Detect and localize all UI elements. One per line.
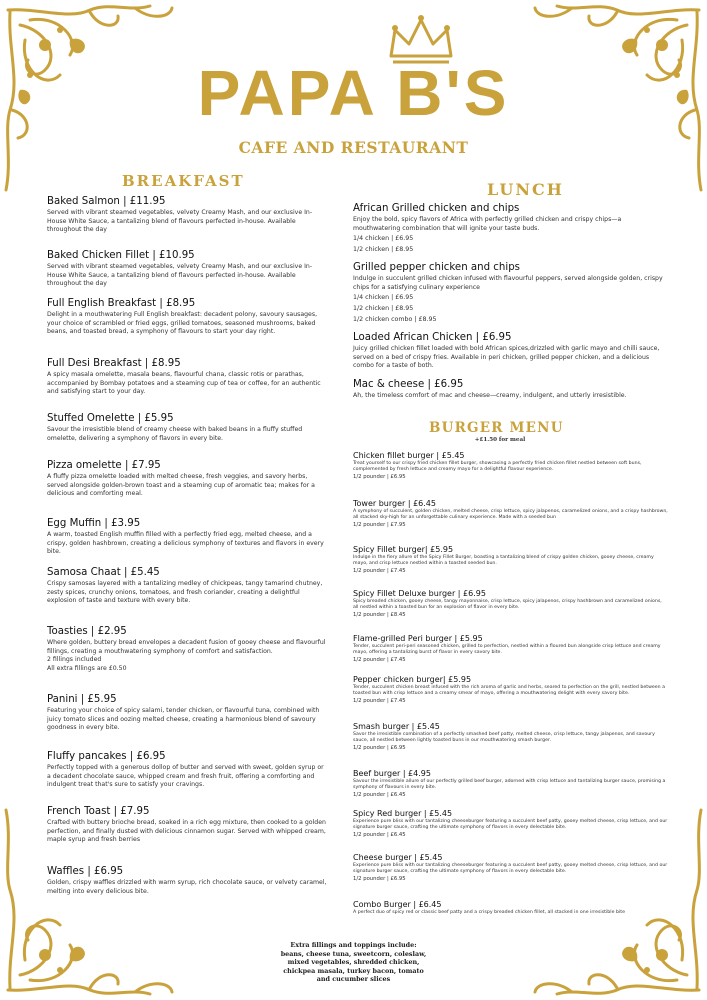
burger-item: [353, 769, 668, 799]
item-name: Fluffy pancakes | £6.95: [47, 751, 166, 762]
item-option: 1/2 pounder | £7.95: [353, 522, 406, 529]
item-name: Samosa Chaat | £5.45: [47, 567, 160, 578]
meal-note: +£1.50 for meal: [474, 437, 526, 443]
item-name: Stuffed Omelette | £5.95: [47, 413, 174, 424]
item-option: 1/2 pounder | £7.45: [353, 568, 406, 575]
item-option: 1/4 chicken | £6.95: [353, 235, 414, 243]
item-name: Baked Chicken Fillet | £10.95: [47, 250, 195, 261]
item-desc: Treat yourself to our crispy fried chicken fillet burger, showcasing a perfectly fried chicken fillet nestled between soft buns, complemented by fresh lettuce and creamy mayo for a delightful flavour experience.: [353, 461, 642, 473]
item-desc: Where golden, buttery bread envelopes a decadent fusion of gooey cheese and flavourful fillings, creating a mouthwatering symphony of comfort and satisfaction.: [47, 639, 326, 655]
item-desc: Savour the irresistible blend of creamy cheese with baked beans in a fluffy stuffed omelette, delivering a symphony of flavors in every bite.: [47, 426, 303, 442]
burger-item: [353, 589, 668, 619]
item-desc: Ah, the timeless comfort of mac and cheese—creamy, indulgent, and utterly irresistible.: [353, 392, 627, 399]
footer-line: beans, cheese tuna, sweetcorn, coleslaw,: [280, 949, 427, 958]
lunch-title: LUNCH: [487, 180, 564, 199]
item-desc: Indulge in succulent grilled chicken infused with flavourful peppers, served alongside golden, crispy chips for a satisfying culinary experience: [353, 275, 663, 291]
brand-subtitle: CAFE AND RESTAURANT: [238, 138, 469, 157]
item-option: 1/2 pounder | £6.95: [353, 745, 406, 752]
item-option: 1/2 chicken | £8.95: [353, 305, 414, 313]
item-name: Full English Breakfast | £8.95: [47, 298, 196, 309]
footer-line: Extra fillings and toppings include:: [290, 941, 417, 949]
item-extra: All extra fillings are £0.50: [47, 664, 127, 672]
burger-item: [353, 499, 668, 529]
item-name: Toasties | £2.95: [47, 626, 127, 637]
item-name: Combo Burger | £6.45: [353, 900, 442, 909]
footer-line: chickpea masala, turkey bacon, tomato: [283, 966, 424, 975]
extras-footer: [240, 941, 467, 984]
item-desc: Indulge in the fiery allure of the Spicy Fillet Burger, boasting a tantalizing blend of crispy golden chicken, gooey cheese, creamy mayo, and crisp lettuce nestled within a toasted seeded bun.: [353, 555, 654, 567]
item-desc: A spicy masala omelette, masala beans, flavourful chana, classic rotis or parathas, accompanied by Bombay potatoes and a steaming cup of tea or coffee, for an authentic and satisfying start to your day.: [47, 371, 321, 396]
item-desc: Tender, succulent chicken breast infused with the rich aroma of garlic and herbs, seared to perfection on the grill, nestled between a toasted bun with crisp lettuce and a creamy smear of mayo, offering a mouthwatering delight with every savory bite.: [353, 685, 666, 697]
breakfast-item: [47, 250, 327, 289]
item-name: Spicy Fillet Deluxe burger | £6.95: [353, 589, 486, 598]
item-option: 1/2 pounder | £6.45: [353, 832, 406, 839]
item-name: French Toast | £7.95: [47, 806, 150, 817]
item-desc: Tender, succulent peri-peri seasoned chicken, grilled to perfection, nestled within a floured bun alongside crisp lettuce and creamy mayo, offering a tantalizing burst of flavor in every savory bite.: [353, 644, 661, 656]
item-desc: Savor the irresistible combination of a perfectly smashed beef patty, melted cheese, crisp lettuce, tangy jalapenos, and savoury sauce, all nestled between lightly toasted buns in our mouthwatering smash burger.: [353, 732, 655, 744]
item-desc: Spicy breaded chicken, gooey cheese, tangy mayonnaise, crisp lettuce, spicy jalapenos, crispy hashbrown and caramelized onions, all nestled within a toasted bun for an explosion of flavor in every bite.: [353, 599, 662, 611]
item-option: 1/2 pounder | £6.95: [353, 474, 406, 481]
breakfast-item: [47, 413, 327, 443]
item-name: Baked Salmon | £11.95: [47, 196, 166, 207]
item-desc: Experience pure bliss with our tantalizing cheeseburger featuring a succulent beef patty, gooey melted cheese, crisp lettuce, and our signature burger sauce, crafting the ultimate symphony of flavors in every delectable bite.: [353, 863, 668, 875]
item-name: Tower burger | £6.45: [353, 499, 436, 508]
item-name: Full Desi Breakfast | £8.95: [47, 358, 181, 369]
item-option: 1/2 chicken | £8.95: [353, 246, 414, 254]
item-desc: A fluffy pizza omelette loaded with melted cheese, fresh veggies, and savory herbs, served alongside golden-brown toast and a steaming cup of aromatic tea; makes for a delicious and comforting meal.: [47, 473, 315, 498]
item-option: 1/2 pounder | £6.95: [353, 876, 406, 883]
item-desc: A perfect duo of spicy red or classic beef patty and a crispy breaded chicken fillet, all stacked in one irresistible bite: [353, 910, 625, 915]
breakfast-item: [47, 298, 327, 337]
burger-title: BURGER MENU: [429, 420, 564, 436]
item-name: Egg Muffin | £3.95: [47, 518, 141, 529]
burger-item: [353, 900, 653, 916]
breakfast-item: [47, 866, 327, 896]
item-name: Flame-grilled Peri burger | £5.95: [353, 634, 483, 643]
item-name: Cheese burger | £5.45: [353, 853, 443, 862]
item-desc: A warm, toasted English muffin filled with a perfectly fried egg, melted cheese, and a crispy, golden hashbrown, creating a delicious symphony of textures and flavors in every bite.: [47, 531, 324, 556]
breakfast-item: [47, 567, 327, 606]
item-desc: Delight in a mouthwatering Full English breakfast: decadent polony, savoury sausages, your choice of scrambled or fried eggs, grilled tomatoes, seasoned mushrooms, baked beans, and toasted bread, a symphony of flavours to start your day right.: [47, 311, 318, 336]
footer-line: mixed vegetables, shredded chicken,: [287, 958, 420, 967]
breakfast-item: [47, 626, 327, 673]
breakfast-item: [47, 196, 327, 235]
footer-line: and cucumber slices: [316, 975, 391, 984]
item-name: Beef burger | £4.95: [353, 769, 431, 778]
item-desc: Served with vibrant steamed vegetables, velvety Creamy Mash, and our exclusive In-House White Sauce, a tantalizing blend of flavours perfected in-house. Available throughout the day: [47, 209, 313, 234]
burger-item: [353, 853, 668, 883]
item-name: Spicy Fillet burger| £5.95: [353, 545, 454, 554]
lunch-item: [353, 332, 663, 371]
item-option: 1/2 pounder | £7.45: [353, 698, 406, 705]
burger-item: [353, 545, 668, 575]
item-desc: Crafted with buttery brioche bread, soaked in a rich egg mixture, then cooked to a golden perfection, and finally dusted with delicious cinnamon sugar. Served with whipped cream, maple syrup and fresh berries: [47, 819, 326, 844]
item-name: African Grilled chicken and chips: [353, 203, 520, 214]
lunch-item: [353, 203, 663, 255]
breakfast-item: [47, 518, 327, 557]
burger-item: [353, 634, 668, 664]
item-option: 1/2 pounder | £6.45: [353, 792, 406, 799]
breakfast-item: [47, 358, 327, 397]
item-desc: A symphony of succulent, golden chicken, melted cheese, crisp lettuce, spicy jalapenos, caramelized onions, and a crispy hashbrown, all stacked sky-high for an unforgettable culinary experience. Made with a seeded bun: [353, 509, 668, 521]
item-desc: Golden, crispy waffles drizzled with warm syrup, rich chocolate sauce, or velvety caramel, melting into every delicious bite.: [47, 879, 327, 895]
item-desc: Juicy grilled chicken fillet loaded with bold African spices,drizzled with garlic mayo and chilli sauce, served on a bed of crispy fries. Available in peri chicken, grilled pepper chicken, and a delicious combo for a taste of both.: [353, 345, 660, 370]
item-name: Grilled pepper chicken and chips: [353, 262, 520, 273]
breakfast-item: [47, 694, 327, 733]
item-name: Mac & cheese | £6.95: [353, 379, 464, 390]
item-option: 1/2 chicken combo | £8.95: [353, 316, 437, 324]
item-desc: Crispy samosas layered with a tantalizing medley of chickpeas, tangy tamarind chutney, zesty spices, crunchy onions, tomatoes, and fresh coriander, creating a delightful explosion of taste and texture with every bite.: [47, 580, 323, 605]
item-name: Pizza omelette | £7.95: [47, 460, 161, 471]
item-name: Pepper chicken burger| £5.95: [353, 675, 472, 684]
item-name: Waffles | £6.95: [47, 866, 124, 877]
item-desc: Served with vibrant steamed vegetables, velvety Creamy Mash, and our exclusive In-House White Sauce, a tantalizing blend of flavours perfected in-house. Available throughout the day: [47, 263, 313, 288]
item-desc: Perfectly topped with a generous dollop of butter and served with sweet, golden syrup or a decadent chocolate sauce, whipped cream and fresh fruit, offering a comforting and indulgent treat that's sure to satisfy your cravings.: [47, 764, 324, 789]
item-name: Loaded African Chicken | £6.95: [353, 332, 512, 343]
item-option: 1/4 chicken | £6.95: [353, 294, 414, 302]
item-option: 1/2 pounder | £7.45: [353, 657, 406, 664]
lunch-item: [353, 262, 663, 325]
burger-item: [353, 675, 668, 705]
item-name: Smash burger | £5.45: [353, 722, 440, 731]
item-name: Panini | £5.95: [47, 694, 117, 705]
breakfast-title: BREAKFAST: [122, 172, 245, 190]
breakfast-item: [47, 751, 329, 790]
breakfast-item: [47, 806, 327, 845]
item-option: 1/2 pounder | £8.45: [353, 612, 406, 619]
burger-item: [353, 451, 668, 481]
item-desc: Savour the irresistible allure of our perfectly grilled beef burger, adorned with crisp lettuce and tantalizing burger sauce, promising a symphony of flavours in every bite.: [353, 779, 666, 791]
burger-item: [353, 809, 668, 839]
item-name: Chicken fillet burger | £5.45: [353, 451, 465, 460]
item-desc: Experience pure bliss with our tantalizing cheeseburger featuring a succulent beef patty, gooey melted cheese, crisp lettuce, and our signature burger sauce, crafting the ultimate symphony of flavors in every delectable bite.: [353, 819, 668, 831]
brand-name: PAPA B'S: [197, 57, 510, 129]
item-name: Spicy Red burger | £5.45: [353, 809, 453, 818]
breakfast-item: [47, 460, 327, 499]
lunch-item: [353, 379, 663, 401]
item-desc: Enjoy the bold, spicy flavors of Africa with perfectly grilled chicken and crispy chips—a mouthwatering combination that will ignite your taste buds.: [353, 216, 622, 232]
item-desc: Featuring your choice of spicy salami, tender chicken, or flavourful tuna, combined with juicy tomato slices and oozing melted cheese, creating a harmonious blend of savoury goodness in every bite.: [47, 707, 320, 732]
burger-item: [353, 722, 668, 752]
item-extra: 2 fillings included: [47, 656, 102, 664]
